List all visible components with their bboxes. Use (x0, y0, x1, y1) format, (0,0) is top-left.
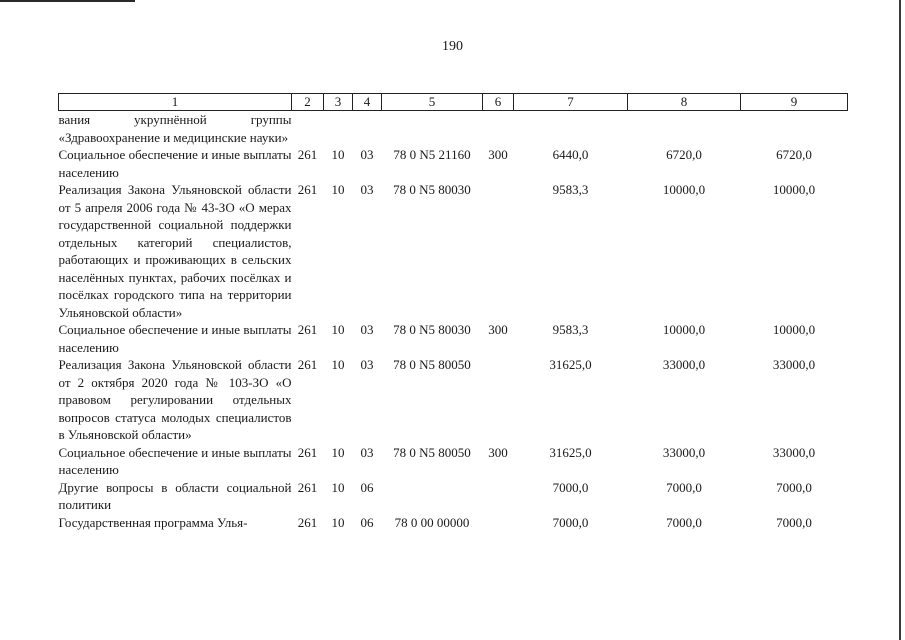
row-name: Другие вопросы в области социальной политики (58, 479, 292, 512)
header-col-7: 7 (514, 94, 628, 111)
cell-target-article: 78 0 N5 80030 (393, 182, 471, 197)
cell-amount-1: 6440,0 (552, 147, 589, 162)
scan-edge-border (899, 0, 901, 640)
cell-target-article: 78 0 N5 80050 (393, 357, 471, 372)
cell-section: 10 (331, 514, 345, 530)
cell-target-article (382, 479, 483, 514)
scan-edge-mark (0, 0, 135, 2)
cell-amount-3: 33000,0 (772, 357, 816, 372)
cell-expense-type (483, 356, 514, 444)
cell-section: 10 (331, 479, 345, 495)
header-col-4: 4 (353, 94, 382, 111)
cell-expense-type (483, 514, 514, 532)
cell-expense-type (483, 111, 514, 147)
row-name: Реализация Закона Ульяновской области от 2 октября 2020 года № 103-ЗО «О правовом регулировании отдельных вопросов статуса молодых специалистов в Ульяновской области» (58, 357, 292, 442)
cell-subsection: 03 (360, 182, 374, 197)
cell-target-article: 78 0 N5 80030 (393, 322, 471, 337)
cell-amount-3 (741, 111, 848, 147)
cell-ministry: 261 (297, 147, 318, 162)
cell-amount-3: 7000,0 (776, 479, 812, 495)
table-row (59, 321, 848, 356)
cell-expense-type: 300 (488, 147, 508, 162)
cell-amount-1: 31625,0 (549, 357, 592, 372)
cell-amount-2: 7000,0 (666, 514, 702, 530)
header-col-5: 5 (382, 94, 483, 111)
row-name: Социальное обеспечение и иные выплаты населению (58, 322, 292, 355)
header-col-1: 1 (59, 94, 292, 111)
row-name: вания укрупнённой группы «Здравоохранение и медицинские науки» (58, 112, 292, 145)
cell-amount-2: 33000,0 (662, 444, 706, 460)
header-col-9: 9 (741, 94, 848, 111)
table-row (59, 111, 848, 147)
cell-subsection: 06 (360, 514, 374, 530)
row-name: Реализация Закона Ульяновской области от 5 апреля 2006 года № 43-ЗО «О мерах государственной социальной поддержки отдельных категорий специалистов, работающих и проживающих в сельских населённых пунктах, рабочих посёлках и посёлках городского типа на территории Ульяновской области» (58, 182, 292, 320)
cell-amount-2: 33000,0 (662, 357, 706, 372)
cell-ministry: 261 (297, 479, 318, 495)
table-header-row (59, 94, 848, 111)
cell-amount-3: 33000,0 (772, 444, 816, 460)
cell-amount-2: 7000,0 (666, 479, 702, 495)
cell-amount-1: 31625,0 (549, 444, 592, 460)
cell-expense-type: 300 (488, 322, 508, 337)
cell-subsection (353, 111, 382, 147)
header-col-2: 2 (292, 94, 324, 111)
cell-expense-type (483, 479, 514, 514)
cell-subsection: 03 (360, 444, 374, 460)
cell-target-article (382, 111, 483, 147)
cell-section (324, 111, 353, 147)
cell-section: 10 (331, 182, 345, 197)
cell-amount-3: 6720,0 (776, 147, 812, 162)
cell-subsection: 03 (360, 357, 374, 372)
header-col-6: 6 (483, 94, 514, 111)
table-row (59, 444, 848, 479)
page-number: 190 (442, 39, 463, 54)
row-name: Социальное обеспечение и иные выплаты населению (58, 444, 292, 477)
cell-amount-1: 7000,0 (552, 479, 589, 495)
table-row (59, 146, 848, 181)
budget-table (58, 93, 848, 531)
cell-section: 10 (331, 147, 345, 162)
table-row (59, 514, 848, 532)
cell-subsection: 03 (360, 147, 374, 162)
row-name: Социальное обеспечение и иные выплаты населению (58, 147, 292, 180)
cell-ministry: 261 (297, 357, 318, 372)
cell-ministry: 261 (297, 322, 318, 337)
cell-amount-1: 9583,3 (552, 182, 589, 197)
cell-amount-3: 10000,0 (772, 322, 816, 337)
cell-section: 10 (331, 357, 345, 372)
cell-amount-2 (628, 111, 741, 147)
cell-amount-2: 10000,0 (662, 182, 706, 197)
cell-section: 10 (331, 322, 345, 337)
cell-subsection: 03 (360, 322, 374, 337)
table-row (59, 356, 848, 444)
cell-target-article: 78 0 N5 80050 (393, 444, 471, 460)
cell-amount-3: 10000,0 (772, 182, 816, 197)
cell-subsection: 06 (360, 479, 374, 495)
cell-section: 10 (331, 444, 345, 460)
cell-ministry (292, 111, 324, 147)
cell-expense-type: 300 (488, 444, 508, 460)
cell-target-article: 78 0 00 00000 (394, 514, 470, 530)
cell-amount-3: 7000,0 (776, 514, 812, 530)
cell-ministry: 261 (297, 514, 318, 530)
cell-ministry: 261 (297, 444, 318, 460)
cell-amount-1 (514, 111, 628, 147)
cell-expense-type (483, 181, 514, 321)
cell-ministry: 261 (297, 182, 318, 197)
table-row (59, 479, 848, 514)
cell-amount-2: 6720,0 (666, 147, 702, 162)
cell-amount-1: 9583,3 (552, 322, 589, 337)
cell-amount-2: 10000,0 (662, 322, 706, 337)
cell-amount-1: 7000,0 (552, 514, 589, 530)
cell-target-article: 78 0 N5 21160 (393, 147, 471, 162)
table-row (59, 181, 848, 321)
header-col-3: 3 (324, 94, 353, 111)
row-name: Государственная программа Улья- (58, 514, 248, 530)
header-col-8: 8 (628, 94, 741, 111)
